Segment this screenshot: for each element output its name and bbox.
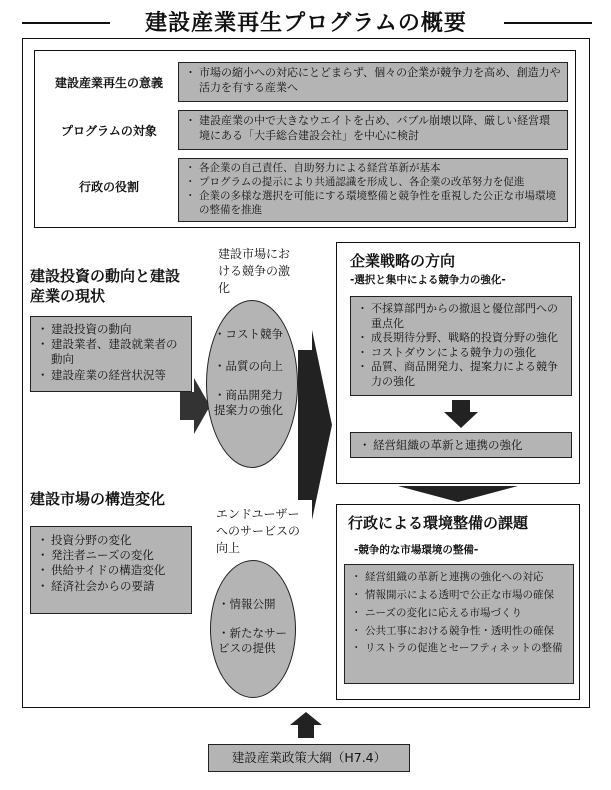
list-item: ・ 供給サイドの構造変化 bbox=[37, 563, 185, 578]
admin-heading: 行政による環境整備の課題 bbox=[348, 514, 529, 532]
list-item: ・ コストダウンによる競争力の強化 bbox=[357, 346, 565, 361]
overview-row-role bbox=[178, 158, 568, 222]
list-item: ・ 経営組織の革新と連携の強化 bbox=[359, 438, 563, 453]
list-item: ・ 経済社会からの要請 bbox=[37, 579, 185, 594]
list-item: ・ 不採算部門からの撤退と優位部門への重点化 bbox=[357, 302, 565, 331]
overview-label-target: プログラムの対象 bbox=[61, 124, 157, 138]
title-rule-right bbox=[504, 22, 592, 24]
page-title: 建設産業再生プログラムの概要 bbox=[145, 11, 467, 36]
enduser-item-disclosure: ・情報公開 bbox=[218, 597, 276, 611]
list-item: ・ 企業の多様な選択を可能にする環境整備と競争性を重視した公正な市場環境の整備を推進 bbox=[185, 190, 561, 218]
investment-box bbox=[30, 316, 192, 392]
enduser-heading: エンドユーザーへのサービスの向上 bbox=[216, 507, 301, 555]
list-item: ・ 投資分野の変化 bbox=[37, 533, 185, 548]
list-item: ・ 建設投資の動向 bbox=[37, 322, 185, 337]
right-arrow-icon bbox=[298, 330, 332, 520]
policy-box: 建設産業政策大綱（H7.4） bbox=[208, 744, 410, 772]
strategy-box bbox=[350, 296, 572, 396]
overview-label-role: 行政の役割 bbox=[78, 180, 139, 194]
strategy-result-box bbox=[350, 432, 572, 458]
up-arrow-icon bbox=[290, 712, 322, 738]
competition-item-cost: ・コスト競争 bbox=[214, 327, 283, 341]
list-item: ・ 品質、商品開発力、提案力による競争力の強化 bbox=[357, 360, 565, 389]
list-item: ・ 建設産業の経営状況等 bbox=[37, 368, 185, 383]
list-item: ・ 建設業者、建設就業者の動向 bbox=[37, 337, 185, 367]
competition-item-quality: ・品質の向上 bbox=[214, 359, 283, 373]
strategy-heading: 企業戦略の方向 bbox=[350, 252, 456, 270]
down-arrow-icon bbox=[444, 400, 478, 428]
admin-subheading: -競争的な市場環境の整備- bbox=[354, 544, 479, 556]
title-rule-left bbox=[22, 22, 110, 24]
overview-row-target bbox=[178, 110, 568, 150]
admin-box bbox=[344, 564, 574, 684]
list-item: ・ 経営組織の革新と連携の強化への対応 bbox=[351, 571, 567, 585]
down-arrow-icon bbox=[398, 486, 518, 502]
overview-row-significance bbox=[178, 62, 568, 102]
list-item: ・ 情報開示による透明で公正な市場の確保 bbox=[351, 589, 567, 603]
list-item: ・ 公共工事における競争性・透明性の確保 bbox=[351, 625, 567, 639]
strategy-subheading: -選択と集中による競争力の強化- bbox=[350, 274, 506, 286]
investment-heading: 建設投資の動向と建設産業の現状 bbox=[30, 267, 181, 306]
market-structure-heading: 建設市場の構造変化 bbox=[30, 490, 166, 508]
overview-label-significance: 建設産業再生の意義 bbox=[54, 76, 163, 90]
competition-heading: 建設市場における競争の激化 bbox=[218, 247, 291, 295]
list-item: ・ 成長期待分野、戦略的投資分野の強化 bbox=[357, 331, 565, 346]
list-item: ・ 市場の縮小への対応にとどまらず、個々の企業が競争力を高め、創造力や活力を有する産業へ bbox=[185, 66, 561, 95]
enduser-item-service: ・新たなサービスの提供 bbox=[218, 626, 287, 655]
list-item: ・ 発注者ニーズの変化 bbox=[37, 548, 185, 563]
list-item: ・ 建設産業の中で大きなウエイトを占め、バブル崩壊以降、厳しい経営環境にある「大手総合建設会社」を中心に検討 bbox=[185, 114, 561, 143]
list-item: ・ 各企業の自己責任、自助努力による経営革新が基本 bbox=[185, 162, 561, 176]
market-structure-box bbox=[30, 526, 192, 614]
competition-item-development: ・商品開発力提案力の強化 bbox=[214, 388, 283, 417]
list-item: ・ リストラの促進とセーフティネットの整備 bbox=[351, 642, 567, 656]
list-item: ・ プログラムの提示により共通認識を形成し、各企業の改革努力を促進 bbox=[185, 176, 561, 190]
list-item: ・ ニーズの変化に応える市場づくり bbox=[351, 607, 567, 621]
